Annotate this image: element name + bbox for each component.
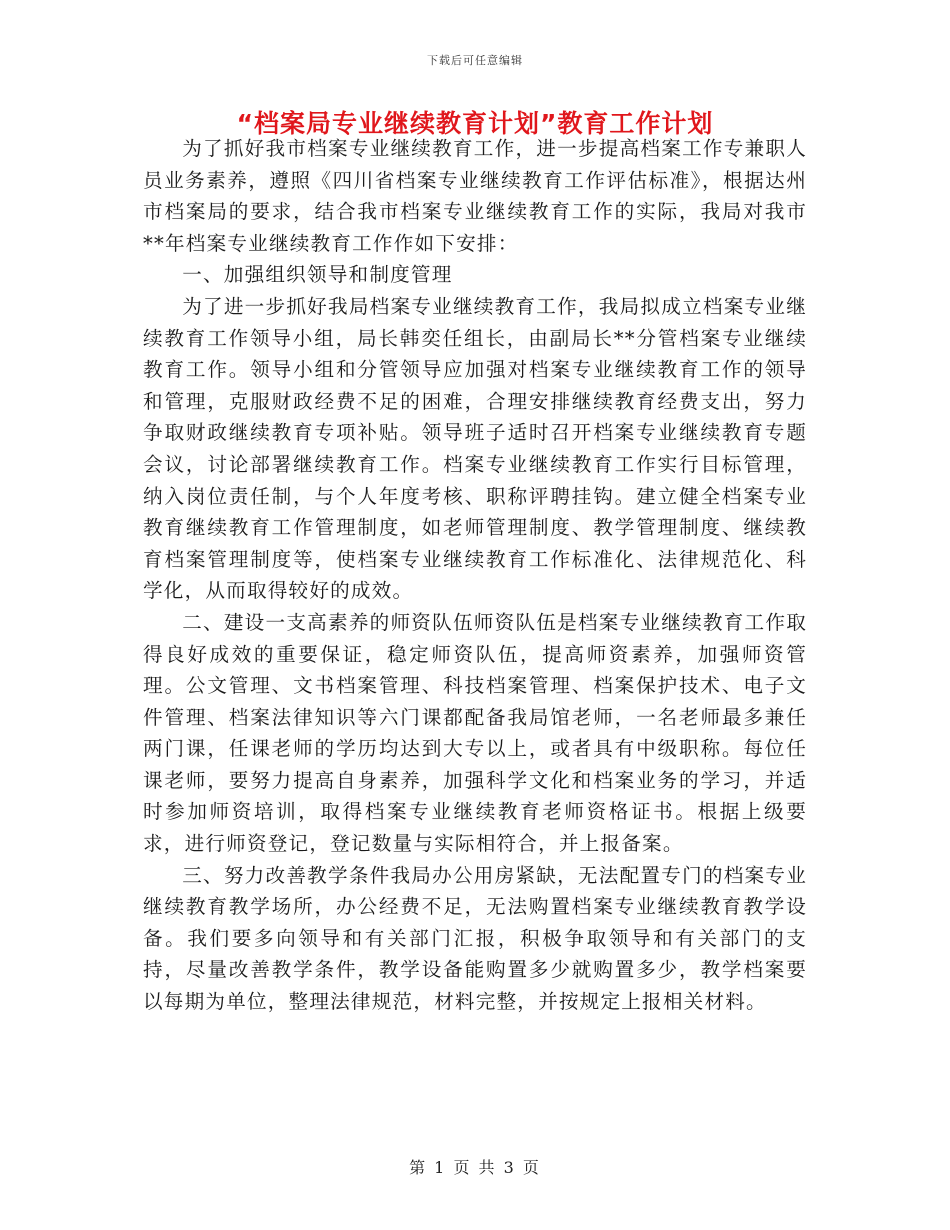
document-title: “档案局专业继续教育计划”教育工作计划 <box>236 109 714 138</box>
page-number: 第 1 页 共 3 页 <box>409 1158 541 1177</box>
paragraph-intro: 为了抓好我市档案专业继续教育工作，进一步提高档案工作专兼职人员业务素养，遵照《四川省档案专业继续教育工作评估标准》，根据达州市档案局的要求，结合我市档案专业继续教育工作的实际，我局对我市**年档案专业继续教育工作作如下安排： <box>143 137 807 255</box>
document-body <box>143 133 807 1018</box>
paragraph-section-2: 二、建设一支高素养的师资队伍师资队伍是档案专业继续教育工作取得良好成效的重要保证，稳定师资队伍，提高师资素养，加强师资管理。公文管理、文书档案管理、科技档案管理、档案保护技术、电子文件管理、档案法律知识等六门课都配备我局馆老师，一名老师最多兼任两门课，任课老师的学历均达到大专以上，或者具有中级职称。每位任课老师，要努力提高自身素养，加强科学文化和档案业务的学习，并适时参加师资培训，取得档案专业继续教育老师资格证书。根据上级要求，进行师资登记，登记数量与实际相符合，并上报备案。 <box>143 610 807 856</box>
section-heading-1: 一、加强组织领导和制度管理 <box>182 263 453 287</box>
paragraph-section-1: 为了进一步抓好我局档案专业继续教育工作，我局拟成立档案专业继续教育工作领导小组，局长韩奕任组长，由副局长**分管档案专业继续教育工作。领导小组和分管领导应加强对档案专业继续教育工作的领导和管理，克服财政经费不足的困难，合理安排继续教育经费支出，努力争取财政继续教育专项补贴。领导班子适时召开档案专业继续教育专题会议，讨论部署继续教育工作。档案专业继续教育工作实行目标管理，纳入岗位责任制，与个人年度考核、职称评聘挂钩。建立健全档案专业教育继续教育工作管理制度，如老师管理制度、教学管理制度、继续教育档案管理制度等，使档案专业继续教育工作标准化、法律规范化、科学化，从而取得较好的成效。 <box>143 294 807 603</box>
paragraph-section-3: 三、努力改善教学条件我局办公用房紧缺，无法配置专门的档案专业继续教育教学场所，办公经费不足，无法购置档案专业继续教育教学设备。我们要多向领导和有关部门汇报，积极争取领导和有关部门的支持，尽量改善教学条件，教学设备能购置多少就购置多少，教学档案要以每期为单位，整理法律规范，材料完整，并按规定上报相关材料。 <box>143 863 807 1014</box>
header-note: 下载后可任意编辑 <box>427 54 523 67</box>
